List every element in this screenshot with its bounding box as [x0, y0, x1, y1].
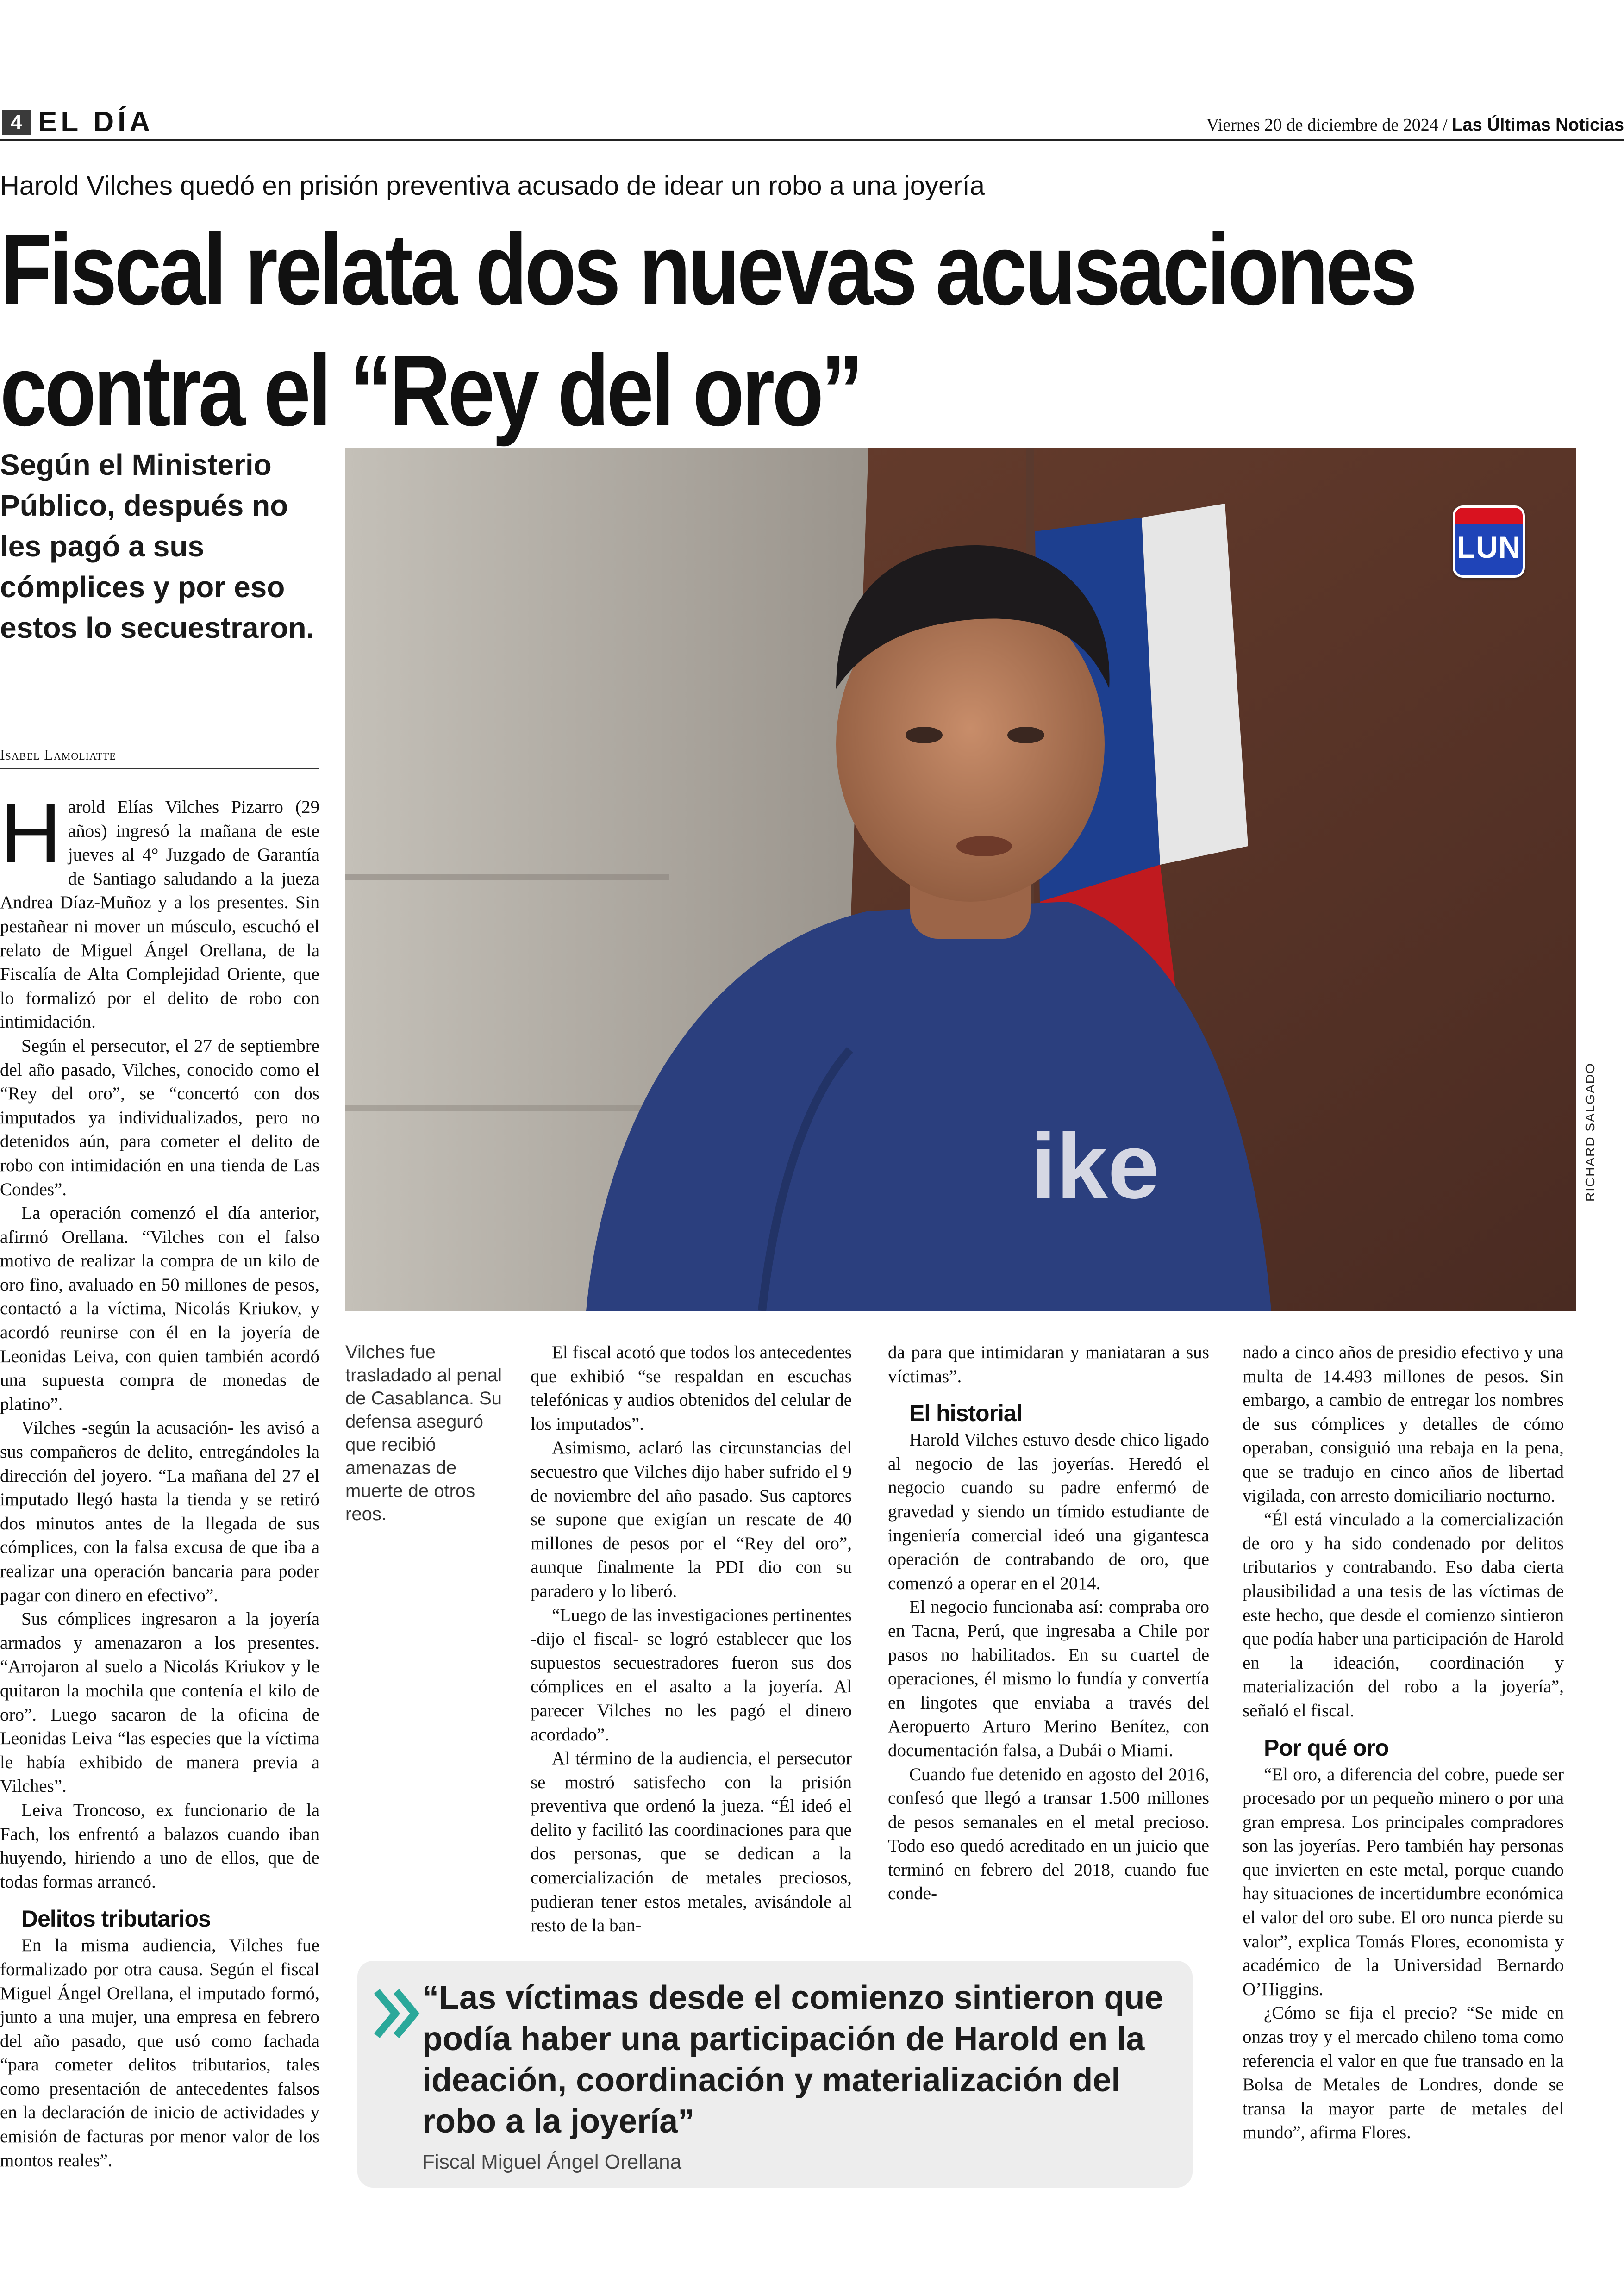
paragraph: Harold Vilches estuvo desde chico ligado al negocio de las joyerías. Heredó el negocio cuando su padre enfermó de gravedad y siendo un tímido estudiante de ingeniería comercial ideó una gigantesca operación de contrabando de oro, que comenzó a operar en el 2014. — [888, 1430, 1209, 1593]
pull-quote-text: “Las víctimas desde el comienzo sintieron que podía haber una participación de Harold en la ideación, coordinación y materialización del robo a la joyería” — [422, 1979, 1163, 2140]
paragraph: La operación comenzó el día anterior, afirmó Orellana. “Vilches con el falso motivo de realizar la compra de un kilo de oro fino, avaluado en 50 millones de pesos, contactó a la víctima, Nicolás Kriukov, y acordó reunirse con él en la joyería de Leonidas Leiva, con quien también acordó una supuesta compra de monedas de platino”. — [0, 1203, 319, 1414]
paragraph: El fiscal acotó que todos los antecedentes que exhibió “se respaldan en escuchas telefónicas y audios obtenidos del celular de los imputados”. — [531, 1342, 852, 1434]
photo-caption: Vilches fue trasladado al penal de Casablanca. Su defensa aseguró que recibió amenazas de muerte de otros reos. — [345, 1342, 502, 1524]
svg-text:ike: ike — [1031, 1115, 1160, 1218]
paragraph: Leiva Troncoso, ex funcionario de la Fach, los enfrentó a balazos cuando iban huyendo, hiriendo a uno de ellos, que de todas formas arrancó. — [0, 1800, 319, 1892]
dateline — [1206, 113, 1624, 137]
paragraph-text: arold Elías Vilches Pizarro (29 años) ingresó la mañana de este jueves al 4° Juzgado de Garantía de Santiago saludando a la jueza Andrea Díaz-Muñoz y a los presentes. Sin pestañear ni mover un músculo, escuchó el relato de Miguel Ángel Orellana, de la Fiscalía de Alta Complejidad Oriente, que lo formalizó por el delito de robo con intimidación. — [0, 797, 319, 1032]
page-number: 4 — [2, 110, 31, 135]
paragraph: Vilches -según la acusación- les avisó a sus compañeros de delito, entregándoles la dirección del joyero. “La mañana del 27 el imputado llegó hasta la tienda y se retiró dos minutos antes de la llegada de sus cómplices, con la falsa excusa de que iba a realizar una operación bancaria para poder pagar con dinero en efectivo”. — [0, 1418, 319, 1605]
paragraph: “El oro, a diferencia del cobre, puede ser procesado por un pequeño minero o por una gran empresa. Los principales compradores son las joyerías. Pero también hay personas que invierten en este metal, porque cuando hay situaciones de incertidumbre económica el valor del oro sube. El oro nunca pierde su valor”, explica Tomás Flores, economista y académico de la Universidad Bernardo O’Higgins. — [1243, 1764, 1564, 1999]
lun-logo-badge — [1453, 505, 1525, 578]
article-photo — [345, 448, 1576, 1311]
article-column-2 — [531, 1341, 852, 1938]
article-headline — [0, 209, 1415, 452]
paragraph: da para que intimidaran y maniataran a sus víctimas”. — [888, 1342, 1209, 1386]
drop-cap: H — [0, 785, 62, 880]
badge-text: LUN — [1456, 530, 1521, 564]
photo-illustration — [345, 448, 1576, 1311]
paragraph: En la misma audiencia, Vilches fue formalizado por otra causa. Según el fiscal Miguel Ángel Orellana, el imputado formó, junto a una mujer, una empresa en febrero del año pasado, que usó como fachada “para cometer delitos tributarios, tales como presentación de antecedentes falsos en la declaración de inicio de actividades y emisión de facturas por menor valor de los montos reales”. — [0, 1935, 319, 2170]
issue-date: Viernes 20 de diciembre de 2024 — [1206, 115, 1438, 135]
article-column-3 — [888, 1341, 1209, 1906]
article-column-4 — [1243, 1341, 1564, 2145]
paragraph: Cuando fue detenido en agosto del 2016, confesó que llegó a transar 1.500 millones de pesos semanales en el metal precioso. Todo eso quedó acreditado en un juicio que terminó en febrero del 2018, cuando fue conde- — [888, 1764, 1209, 1904]
paragraph: Asimismo, aclaró las circunstancias del secuestro que Vilches dijo haber sufrido el 9 de noviembre del año pasado. Sus captores se supone que exigían un rescate de 40 millones de pesos por el “Rey del oro”, aunque finalmente la PDI dio con su paradero y lo liberó. — [531, 1438, 852, 1601]
pull-quote-source: Fiscal Miguel Ángel Orellana — [422, 2151, 682, 2173]
article-kicker: Harold Vilches quedó en prisión preventiva acusado de idear un robo a una joyería — [0, 171, 985, 201]
article-deck: Según el Ministerio Público, después no les pagó a sus cómplices y por eso estos lo secuestraron. — [0, 448, 315, 644]
paragraph — [0, 785, 319, 1034]
badge-red-stripe — [1455, 508, 1523, 524]
subhead-por-que-oro: Por qué oro — [1264, 1734, 1389, 1761]
byline: Isabel Lamoliatte — [0, 745, 319, 769]
paragraph: “Él está vinculado a la comercialización de oro y ha sido condenado por delitos tributarios y contrabando. Eso daba cierta plausibilidad a una tesis de las víctimas de este hecho, que desde el comienzo sintieron que podía haber una participación de Harold en la ideación, coordinación y materialización del robo a la joyería”, señaló el fiscal. — [1243, 1509, 1564, 1721]
headline-line-2: contra el “Rey del oro” — [0, 335, 861, 447]
headline-line-1: Fiscal relata dos nuevas acusaciones — [0, 213, 1415, 326]
paragraph: nado a cinco años de presidio efectivo y una multa de 14.493 millones de pesos. Sin embargo, a cambio de entregar los nombres de sus cómplices y detalles de cómo operaban, consiguió una rebaja en la pena, que se tradujo en cinco años de libertad vigilada, con arresto domiciliario nocturno. — [1243, 1342, 1564, 1506]
header-rule — [0, 139, 1624, 141]
paragraph: Al término de la audiencia, el persecutor se mostró satisfecho con la prisión preventiva que ordenó la jueza. “Él ideó el delito y facilitó las coordinaciones para que dos personas, que se dedican a la comercialización de metales preciosos, pudieran tener estos metales, avisándole al resto de la ban- — [531, 1748, 852, 1936]
dateline-separator: / — [1438, 115, 1452, 135]
newspaper-name: Las Últimas Noticias — [1452, 115, 1624, 135]
subhead-delitos-tributarios: Delitos tributarios — [21, 1906, 211, 1932]
paragraph: Sus cómplices ingresaron a la joyería armados y amenazaron a los presentes. “Arrojaron al suelo a Nicolás Kriukov y le quitaron la mochila que contenía el kilo de oro”. Luego sacaron de la oficina de Leonidas Leiva “las especies que la víctima le había exhibido de manera previa a Vilches”. — [0, 1609, 319, 1796]
paragraph: ¿Cómo se fija el precio? “Se mide en onzas troy y el mercado chileno toma como referencia el valor en que fue transado en la Bolsa de Metales de Londres, donde se transa la mayor parte de metales del mundo”, afirma Flores. — [1243, 2003, 1564, 2143]
photo-credit: RICHARD SALGADO — [1583, 1062, 1597, 1202]
subhead-el-historial: El historial — [909, 1400, 1022, 1427]
article-column-1 — [0, 785, 319, 2202]
paragraph: “Luego de las investigaciones pertinentes -dijo el fiscal- se logró establecer que los supuestos secuestradores fueron sus dos cómplices en el asalto a la joyería. Al parecer Vilches no les pagó el dinero acordado”. — [531, 1605, 852, 1745]
section-title: EL DÍA — [38, 106, 154, 138]
paragraph: El negocio funcionaba así: compraba oro en Tacna, Perú, que ingresaba a Chile por pasos no habilitados. En su cuartel de operaciones, él mismo lo fundía y convertía en lingotes que enviaba a través del Aeropuerto Arturo Merino Benítez, con documentación falsa, a Dubái o Miami. — [888, 1597, 1209, 1760]
paragraph: Según el persecutor, el 27 de septiembre del año pasado, Vilches, conocido como el “Rey del oro”, se “concertó con dos imputados ya individualizados, pero no detenidos aún, para cometer el delito de robo con intimidación en una tienda de Las Condes”. — [0, 1035, 319, 1199]
pull-quote-box — [357, 1961, 1193, 2188]
